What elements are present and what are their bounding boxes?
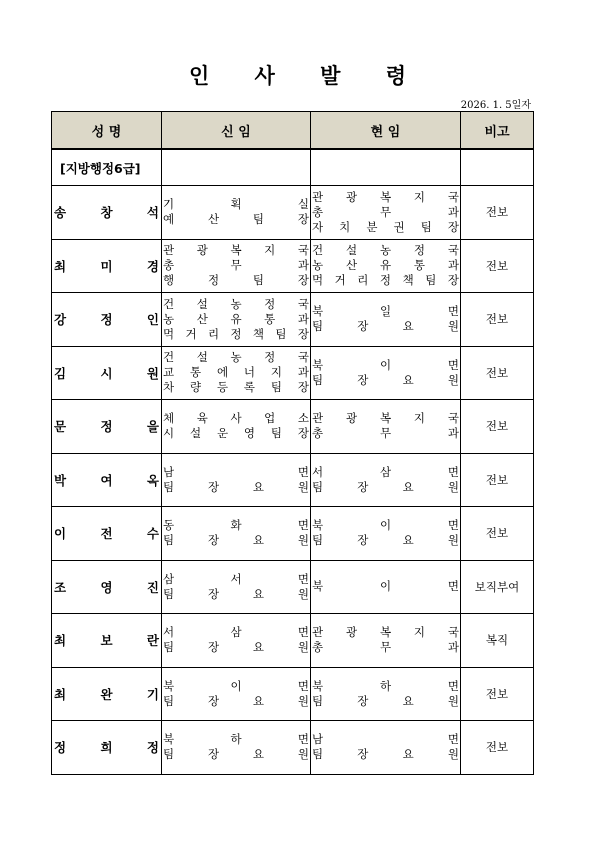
note: 전보 xyxy=(461,667,534,721)
person-name xyxy=(52,186,162,240)
current-position xyxy=(311,400,461,454)
current-position-line: 팀 장 요 원 xyxy=(312,372,459,387)
new-position xyxy=(162,346,311,400)
group-empty-cell xyxy=(311,149,461,186)
note: 전보 xyxy=(461,293,534,347)
new-position-line: 농 산 유 통 과 xyxy=(163,311,309,326)
person-name-text: 정 희 정 xyxy=(54,740,159,756)
current-position xyxy=(311,186,461,240)
header-name: 성 명 xyxy=(52,112,162,150)
person-name-text: 송 창 석 xyxy=(54,205,159,221)
new-position-line: 기 획 실 xyxy=(163,197,309,212)
person-name-text: 최 미 경 xyxy=(54,258,159,274)
new-position xyxy=(162,239,311,293)
table-row xyxy=(52,614,534,668)
new-position-line: 행 정 팀 장 xyxy=(163,273,309,288)
person-name xyxy=(52,400,162,454)
table-row xyxy=(52,453,534,507)
current-position-line: 먹 거 리 정 책 팀 장 xyxy=(312,273,459,288)
note: 복직 xyxy=(461,614,534,668)
new-position-line: 관 광 복 지 국 xyxy=(163,243,309,258)
new-position-line: 차 량 등 록 팀 장 xyxy=(163,380,309,395)
table-row xyxy=(52,560,534,614)
table-row xyxy=(52,239,534,293)
new-position xyxy=(162,667,311,721)
note: 전보 xyxy=(461,400,534,454)
person-name-text: 최 보 란 xyxy=(54,633,159,649)
new-position-line: 남 면 xyxy=(163,464,309,479)
note: 보직부여 xyxy=(461,560,534,614)
group-label: [지방행정6급] xyxy=(52,149,162,186)
note: 전보 xyxy=(461,346,534,400)
new-position xyxy=(162,400,311,454)
new-position-line: 교 통 에 너 지 과 xyxy=(163,365,309,380)
current-position xyxy=(311,560,461,614)
new-position-line: 건 설 농 정 국 xyxy=(163,350,309,365)
header-note: 비고 xyxy=(461,112,534,150)
new-position-line: 팀 장 요 원 xyxy=(163,640,309,655)
current-position xyxy=(311,667,461,721)
new-position-line: 체 육 사 업 소 xyxy=(163,411,309,426)
current-position-line: 자 치 분 권 팀 장 xyxy=(312,219,459,234)
person-name-text: 문 정 을 xyxy=(54,419,159,435)
current-position-line: 총 무 과 xyxy=(312,426,459,441)
current-position xyxy=(311,239,461,293)
current-position-line: 팀 장 요 원 xyxy=(312,693,459,708)
new-position-line: 총 무 과 xyxy=(163,258,309,273)
table-row xyxy=(52,346,534,400)
note: 전보 xyxy=(461,239,534,293)
person-name-text: 강 정 인 xyxy=(54,312,159,328)
table-row xyxy=(52,186,534,240)
current-position-line: 총 무 과 xyxy=(312,204,459,219)
current-position-line: 총 무 과 xyxy=(312,640,459,655)
person-name xyxy=(52,721,162,775)
group-empty-cell xyxy=(162,149,311,186)
header-current-position: 현 임 xyxy=(311,112,461,150)
current-position-line: 팀 장 요 원 xyxy=(312,479,459,494)
person-name xyxy=(52,667,162,721)
new-position-line: 팀 장 요 원 xyxy=(163,586,309,601)
current-position-line: 북 이 면 xyxy=(312,579,459,594)
current-position xyxy=(311,507,461,561)
new-position-line: 시 설 운 영 팀 장 xyxy=(163,426,309,441)
person-name-text: 조 영 진 xyxy=(54,579,159,595)
person-name xyxy=(52,346,162,400)
person-name xyxy=(52,293,162,347)
person-name xyxy=(52,507,162,561)
current-position-line: 북 일 면 xyxy=(312,304,459,319)
new-position xyxy=(162,186,311,240)
current-position-line: 건 설 농 정 국 xyxy=(312,243,459,258)
new-position-line: 팀 장 요 원 xyxy=(163,693,309,708)
current-position-line: 서 삼 면 xyxy=(312,464,459,479)
current-position xyxy=(311,721,461,775)
person-name-text: 김 시 원 xyxy=(54,365,159,381)
note: 전보 xyxy=(461,721,534,775)
person-name xyxy=(52,453,162,507)
person-name xyxy=(52,560,162,614)
new-position-line: 동 화 면 xyxy=(163,518,309,533)
current-position-line: 농 산 유 통 과 xyxy=(312,258,459,273)
new-position-line: 건 설 농 정 국 xyxy=(163,296,309,311)
new-position xyxy=(162,560,311,614)
new-position xyxy=(162,721,311,775)
new-position-line: 예 산 팀 장 xyxy=(163,212,309,227)
current-position-line: 관 광 복 지 국 xyxy=(312,411,459,426)
current-position-line: 팀 장 요 원 xyxy=(312,533,459,548)
new-position-line: 팀 장 요 원 xyxy=(163,747,309,762)
person-name-text: 최 완 기 xyxy=(54,686,159,702)
current-position-line: 북 하 면 xyxy=(312,678,459,693)
header-new-position: 신 임 xyxy=(162,112,311,150)
person-name xyxy=(52,239,162,293)
current-position xyxy=(311,293,461,347)
current-position-line: 관 광 복 지 국 xyxy=(312,189,459,204)
table-row xyxy=(52,293,534,347)
new-position-line: 삼 서 면 xyxy=(163,571,309,586)
group-empty-cell xyxy=(461,149,534,186)
new-position-line: 팀 장 요 원 xyxy=(163,479,309,494)
personnel-table xyxy=(51,111,534,775)
new-position xyxy=(162,507,311,561)
new-position-line: 먹 거 리 정 책 팀 장 xyxy=(163,326,309,341)
new-position-line: 서 삼 면 xyxy=(163,625,309,640)
table-header-row xyxy=(52,112,534,150)
document-title: 인 사 발 령 xyxy=(188,64,426,88)
current-position-line: 관 광 복 지 국 xyxy=(312,625,459,640)
current-position-line: 북 이 면 xyxy=(312,518,459,533)
current-position-line: 북 이 면 xyxy=(312,357,459,372)
new-position-line: 북 이 면 xyxy=(163,678,309,693)
person-name xyxy=(52,614,162,668)
new-position xyxy=(162,293,311,347)
current-position-line: 팀 장 요 원 xyxy=(312,747,459,762)
current-position xyxy=(311,614,461,668)
new-position xyxy=(162,453,311,507)
new-position-line: 북 하 면 xyxy=(163,732,309,747)
current-position xyxy=(311,346,461,400)
note: 전보 xyxy=(461,507,534,561)
current-position-line: 남 면 xyxy=(312,732,459,747)
note: 전보 xyxy=(461,453,534,507)
table-row xyxy=(52,507,534,561)
group-row xyxy=(52,149,534,186)
effective-date: 2026. 1. 5일자 xyxy=(460,100,531,111)
current-position-line: 팀 장 요 원 xyxy=(312,319,459,334)
table-row xyxy=(52,667,534,721)
note: 전보 xyxy=(461,186,534,240)
table-row xyxy=(52,721,534,775)
person-name-text: 이 전 수 xyxy=(54,526,159,542)
person-name-text: 박 여 옥 xyxy=(54,472,159,488)
new-position xyxy=(162,614,311,668)
current-position xyxy=(311,453,461,507)
table-row xyxy=(52,400,534,454)
new-position-line: 팀 장 요 원 xyxy=(163,533,309,548)
